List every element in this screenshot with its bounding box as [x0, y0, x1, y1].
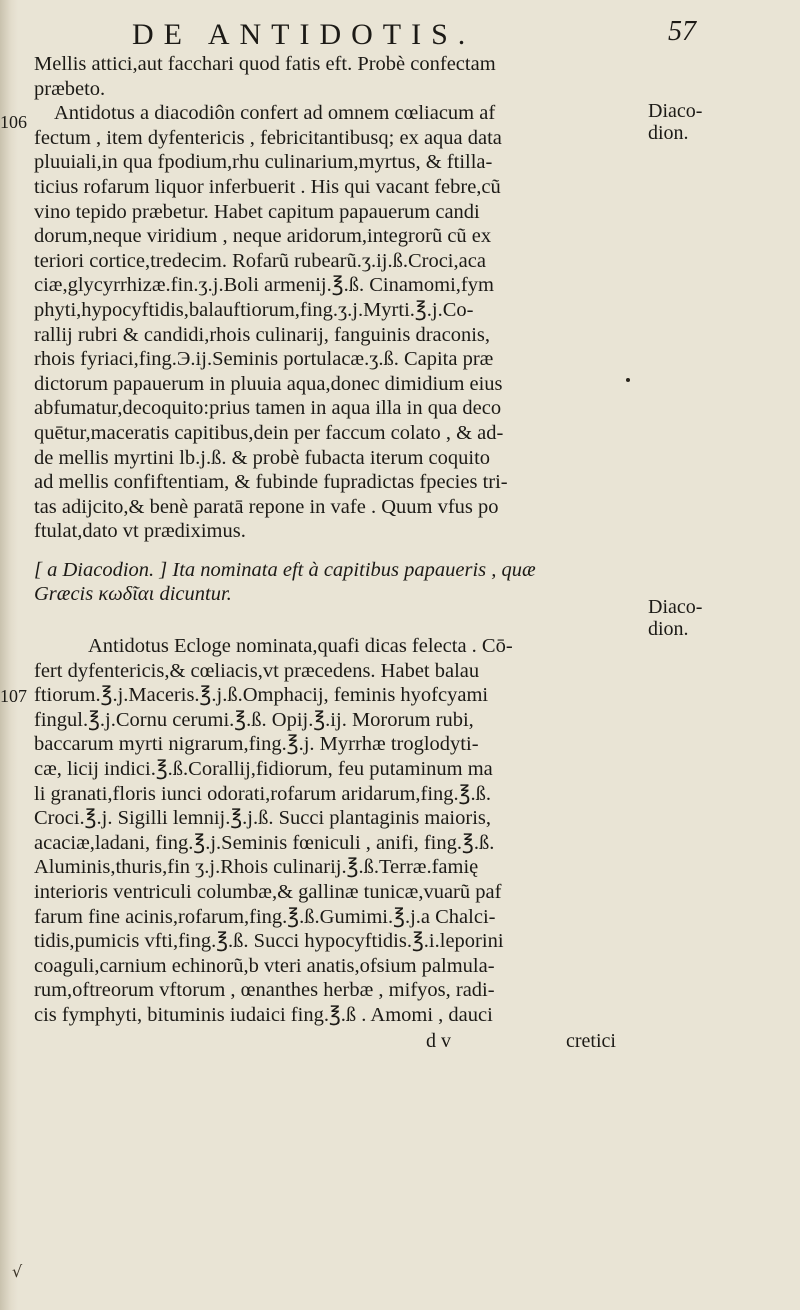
gloss-note	[34, 558, 632, 607]
text-line: Antidotus a diacodiôn confert ad omnem cœliacum af	[54, 102, 496, 125]
text-line: fingul.℥.j.Cornu cerumi.℥.ß. Opij.℥.ij. Mororum rubi,	[34, 708, 474, 731]
paragraph-ecloge	[34, 634, 632, 1028]
gloss-line: Græcis κωδῖαι dicuntur.	[34, 583, 232, 606]
text-line: phyti,hypocyftidis,balauftiorum,fing.ʒ.j.Myrti.℥.j.Co-	[34, 298, 474, 321]
text-line: fectum , item dyfentericis , febricitantibusq; ex aqua data	[34, 126, 502, 149]
margin-note-diacodion-2	[648, 596, 768, 640]
text-line: rum,oftreorum vftorum , œnanthes herbæ , mifyos, radi-	[34, 979, 495, 1002]
text-line: rhois fyriaci,fing.Э.ij.Seminis portulacæ.ʒ.ß. Capita præ	[34, 348, 494, 371]
text-line: vino tepido præbetur. Habet capitum papauerum candi	[34, 200, 480, 223]
stray-ink-mark: √	[12, 1262, 23, 1281]
text-line: ciæ,glycyrrhizæ.fin.ʒ.j.Boli armenij.℥.ß. Cinamomi,fym	[34, 274, 494, 297]
text-line: Croci.℥.j. Sigilli lemnij.℥.j.ß. Succi plantaginis maioris,	[34, 807, 491, 830]
main-text	[34, 52, 632, 1028]
text-line: cis fymphyti, bituminis iudaici fing.℥.ß . Amomi , dauci	[34, 1003, 493, 1026]
page-footer	[0, 1030, 800, 1058]
margin-note-line: Diaco-	[648, 100, 703, 122]
text-line: cæ, licij indici.℥.ß.Corallij,fidiorum, feu putaminum ma	[34, 758, 493, 781]
text-line: pluuiali,in qua fpodium,rhu culinarium,myrtus, & ftilla-	[34, 151, 493, 174]
page-binding-edge	[0, 0, 18, 1310]
text-line: ftiorum.℥.j.Maceris.℥.j.ß.Omphacij, feminis hyofcyami	[34, 684, 489, 707]
text-line: tas adijcito,& benè paratā repone in vafe . Quum vfus po	[34, 495, 499, 518]
text-line: acaciæ,ladani, fing.℥.j.Seminis fœniculi , anifi, fing.℥.ß.	[34, 831, 495, 854]
text-line: de mellis myrtini lb.j.ß. & probè fubacta iterum coquito	[34, 446, 491, 469]
signature-mark: d v	[426, 1030, 451, 1052]
margin-note-diacodion	[648, 100, 768, 144]
page-header	[0, 14, 800, 54]
text-line: coaguli,carnium echinorũ,b vteri anatis,ofsium palmula-	[34, 954, 495, 977]
text-line: ticius rofarum liquor inferbuerit . His qui vacant febre,cũ	[34, 175, 501, 198]
text-line: ad mellis confiftentiam, & fubinde fupradictas fpecies tri-	[34, 471, 508, 494]
margin-note-line: Diaco-	[648, 596, 703, 618]
section-number-106: 106	[0, 112, 27, 132]
text-line: li granati,floris iunci odorati,rofarum aridarum,fing.℥.ß.	[34, 782, 492, 805]
text-line: baccarum myrti nigrarum,fing.℥.j. Myrrhæ troglodyti-	[34, 733, 479, 756]
text-line: dorum,neque viridium , neque aridorum,integrorũ cũ ex	[34, 225, 492, 248]
spacer	[34, 544, 632, 558]
text-line: dictorum papauerum in pluuia aqua,donec dimidium eius	[34, 372, 503, 395]
text-line: abfumatur,decoquito:prius tamen in aqua illa in qua deco	[34, 397, 502, 420]
text-line: farum fine acinis,rofarum,fing.℥.ß.Gumimi.℥.j.a Chalci-	[34, 905, 496, 928]
text-line: præbeto.	[34, 77, 106, 100]
text-line: tidis,pumicis vfti,fing.℥.ß. Succi hypocyftidis.℥.i.leporini	[34, 930, 504, 953]
page-number: 57	[668, 16, 696, 47]
text-line: Aluminis,thuris,fin ʒ.j.Rhois culinarij.℥.ß.Terræ.famię	[34, 856, 479, 879]
margin-note-line: dion.	[648, 618, 689, 640]
text-line: ftulat,dato vt prædiximus.	[34, 520, 246, 543]
text-line: rallij rubri & candidi,rhois culinarij, fanguinis draconis,	[34, 323, 491, 346]
text-line: teriori cortice,tredecim. Rofarũ rubearũ.ʒ.ij.ß.Croci,aca	[34, 249, 486, 272]
margin-note-line: dion.	[648, 122, 689, 144]
running-title: DE ANTIDOTIS.	[132, 18, 476, 51]
section-number-107: 107	[0, 686, 27, 706]
text-line: fert dyfentericis,& cœliacis,vt præcedens. Habet balau	[34, 659, 480, 682]
text-line: Antidotus Ecloge nominata,quafi dicas felecta . Cō-	[88, 635, 513, 658]
text-line: Mellis attici,aut facchari quod fatis eft. Probè confectam	[34, 53, 496, 75]
spacer	[34, 607, 632, 634]
text-line: quētur,maceratis capitibus,dein per faccum colato , & ad-	[34, 421, 504, 444]
gloss-line: [ a Diacodion. ] Ita nominata eft à capitibus papaueris , quæ	[34, 558, 536, 581]
text-line: interioris ventriculi columbæ,& gallinæ tunicæ,vuarũ paf	[34, 881, 502, 903]
catchword: cretici	[566, 1030, 616, 1052]
paragraph-diacodion	[34, 52, 632, 544]
